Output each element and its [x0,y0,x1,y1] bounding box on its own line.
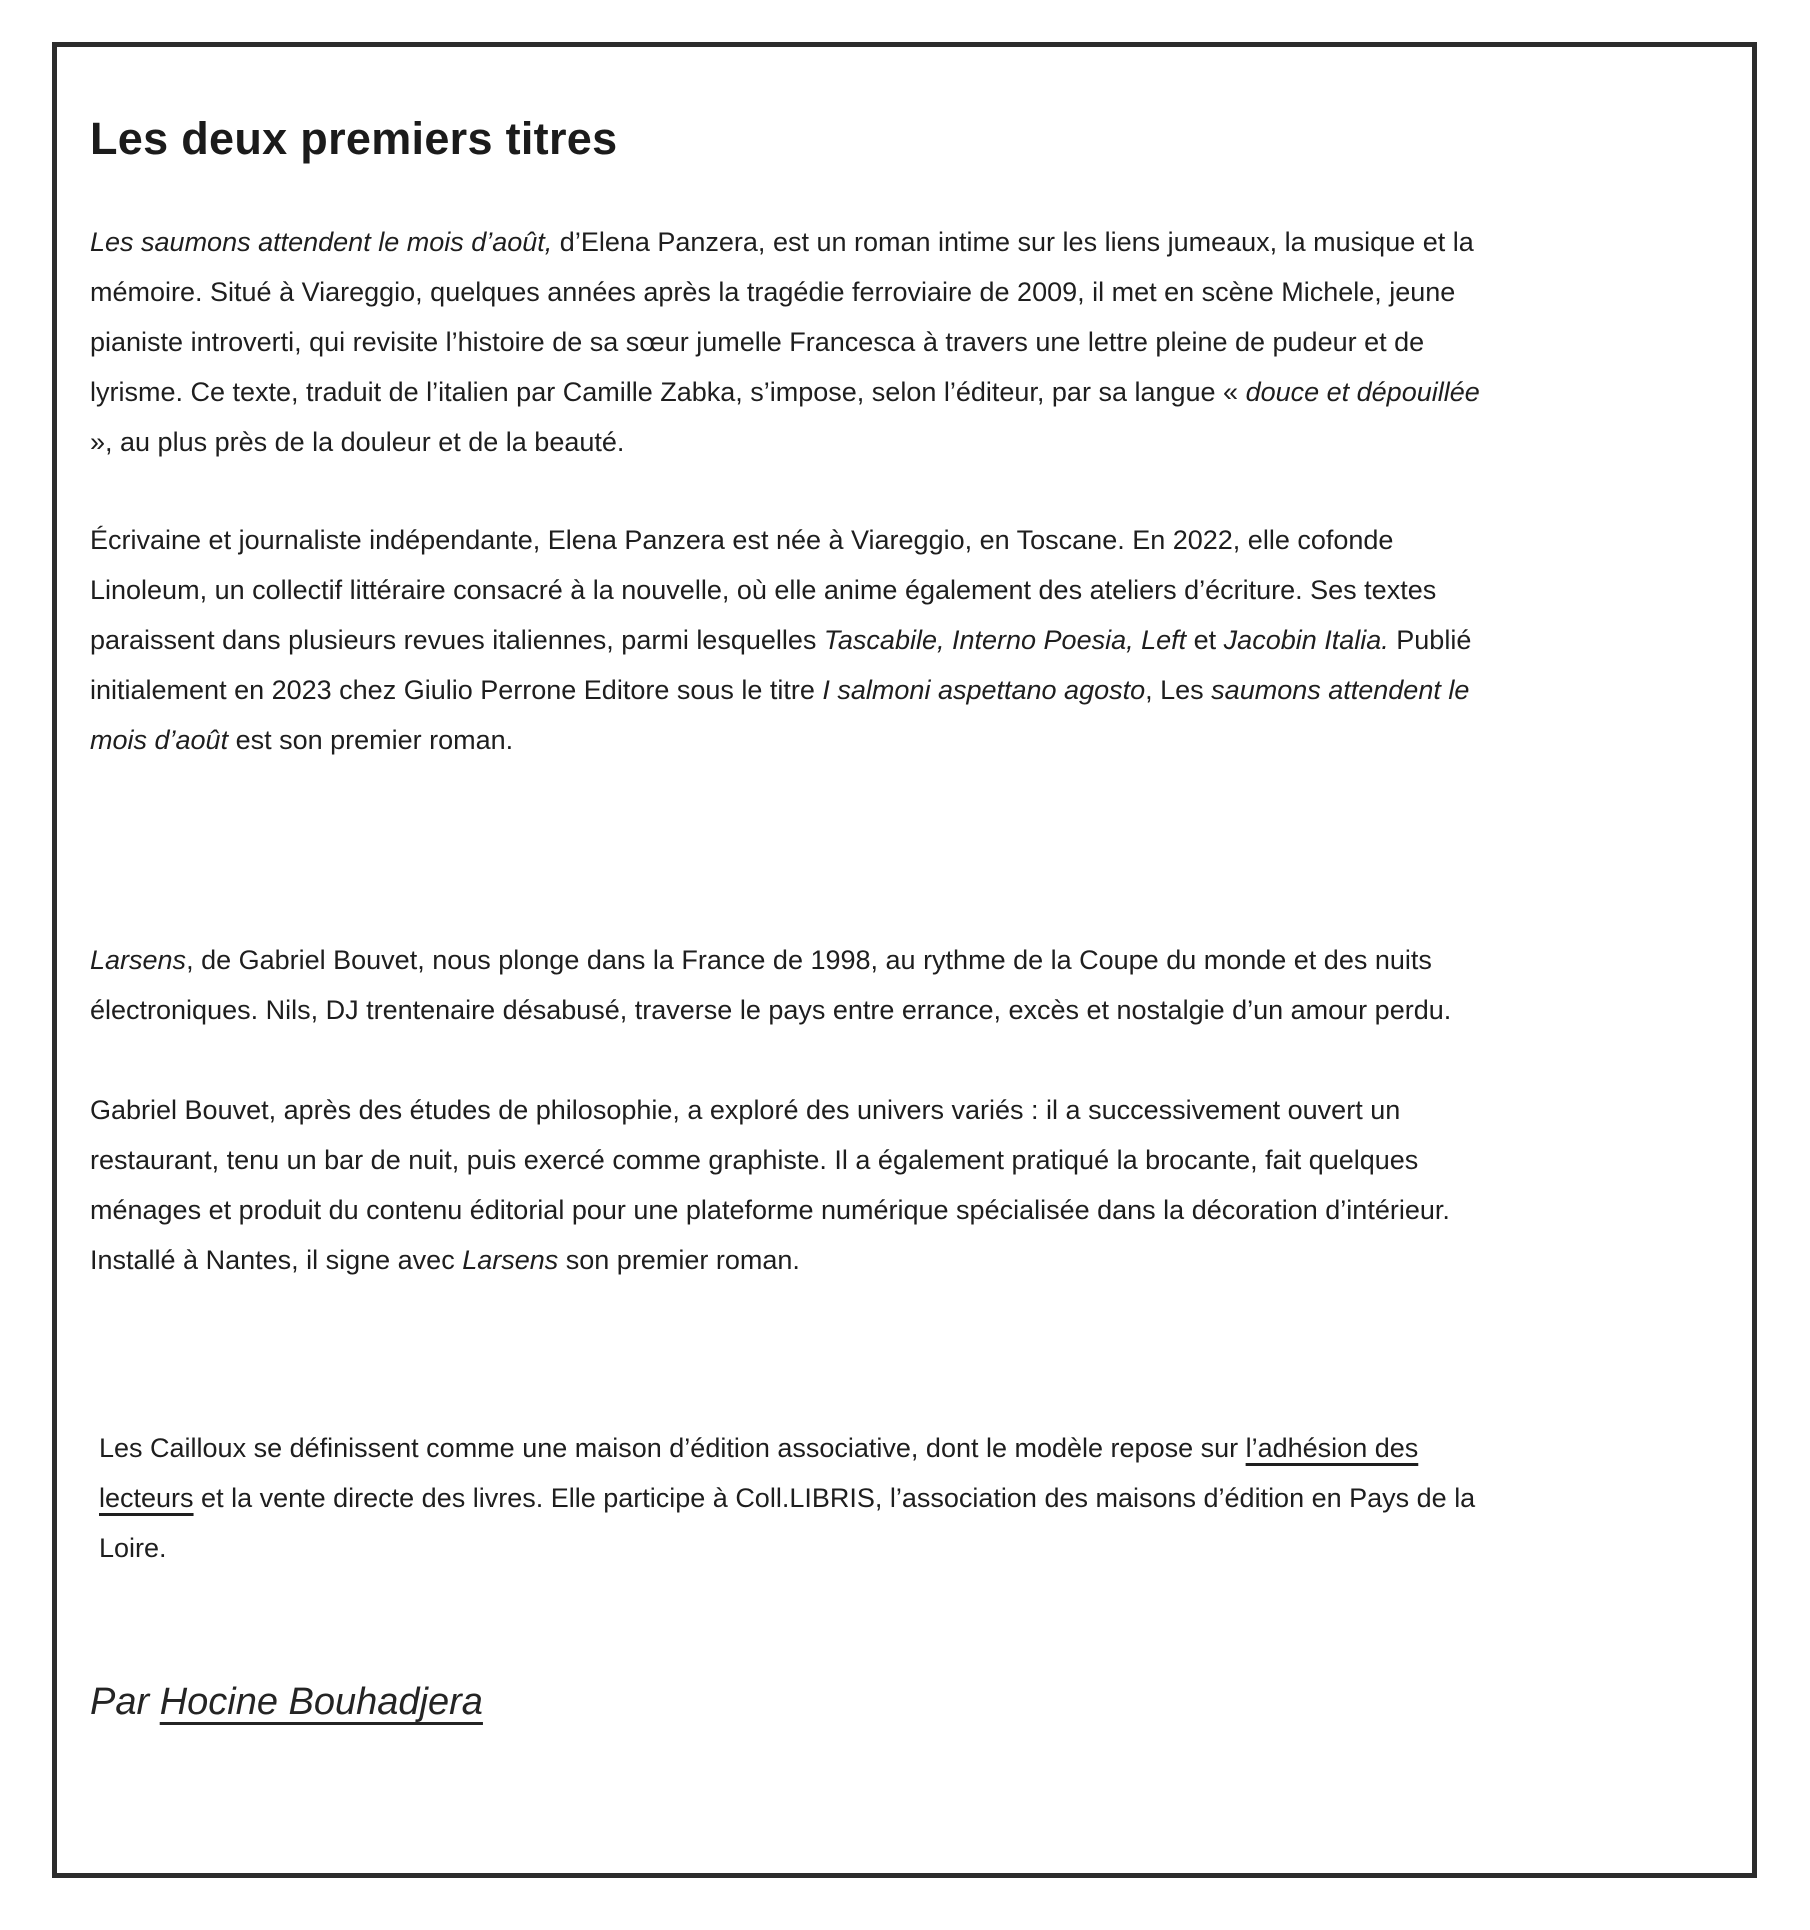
text-run: et [1186,624,1224,655]
text-run: I salmoni aspettano agosto [822,674,1146,705]
article-body [90,217,1712,1573]
byline [90,1678,1712,1726]
text-run: douce et dépouillée [1245,376,1480,407]
text-run: Jacobin Italia. [1223,624,1389,655]
paragraph-saumons-presentation [90,217,1490,467]
text-run: son premier roman. [558,1244,800,1275]
paragraph-larsens-presentation [90,935,1490,1035]
paragraph-gabriel-bouvet-bio [90,1085,1490,1285]
paragraph-elena-panzera-bio [90,515,1490,765]
text-run: Les Cailloux se définissent comme une maison d’édition associative, dont le modèle repose sur [99,1432,1246,1463]
text-run: Les saumons attendent le mois d’août, [90,226,553,257]
text-run: », au plus près de la douleur et de la beauté. [90,426,625,457]
document-frame [52,42,1757,1878]
text-run: Larsens [90,944,187,975]
text-run: , de Gabriel Bouvet, nous plonge dans la France de 1998, au rythme de la Coupe du monde et des nuits électroniques. Nils, DJ trentenaire désabusé, traverse le pays entre errance, excès et nostalgie d’un amour perdu. [90,944,1452,1025]
text-run: Tascabile, Interno Poesia, Left [823,624,1187,655]
paragraph-les-cailloux [90,1423,1499,1573]
text-run: Publié initialement en 2023 chez Giulio Perrone Editore sous le titre [90,624,1472,705]
text-run: , Les [1145,674,1212,705]
reader-membership-link[interactable]: l’adhésion des lecteurs [99,1432,1419,1513]
text-run: d’Elena Panzera, est un roman intime sur les liens jumeaux, la musique et la mémoire. Situé à Viareggio, quelques années après la tragédie ferroviaire de 2009, il met en scène Michele, jeune pianiste introverti, qui revisite l’histoire de sa sœur jumelle Francesca à travers une lettre pleine de pudeur et de lyrisme. Ce texte, traduit de l’italien par Camille Zabka, s’impose, selon l’éditeur, par sa langue « [90,226,1474,407]
text-run: Écrivaine et journaliste indépendante, Elena Panzera est née à Viareggio, en Toscane. En 2022, elle cofonde Linoleum, un collectif littéraire consacré à la nouvelle, où elle anime également des ateliers d’écriture. Ses textes paraissent dans plusieurs revues italiennes, parmi lesquelles [90,524,1437,655]
text-run: est son premier roman. [228,724,514,755]
author-link[interactable]: Hocine Bouhadjera [159,1680,483,1723]
text-run: saumons attendent le mois d’août [90,674,1470,755]
text-run: Larsens [462,1244,559,1275]
text-run: Gabriel Bouvet, après des études de philosophie, a exploré des univers variés : il a successivement ouvert un restaurant, tenu un bar de nuit, puis exercé comme graphiste. Il a également pratiqué la brocante, fait quelques ménages et produit du contenu éditorial pour une plateforme numérique spécialisée dans la décoration d’intérieur. Installé à Nantes, il signe avec [90,1094,1450,1275]
byline-prefix: Par [90,1680,160,1723]
text-run: et la vente directe des livres. Elle participe à Coll.LIBRIS, l’association des maisons d’édition en Pays de la Loire. [99,1482,1476,1563]
page-title: Les deux premiers titres [90,113,618,164]
article [57,47,1752,1726]
